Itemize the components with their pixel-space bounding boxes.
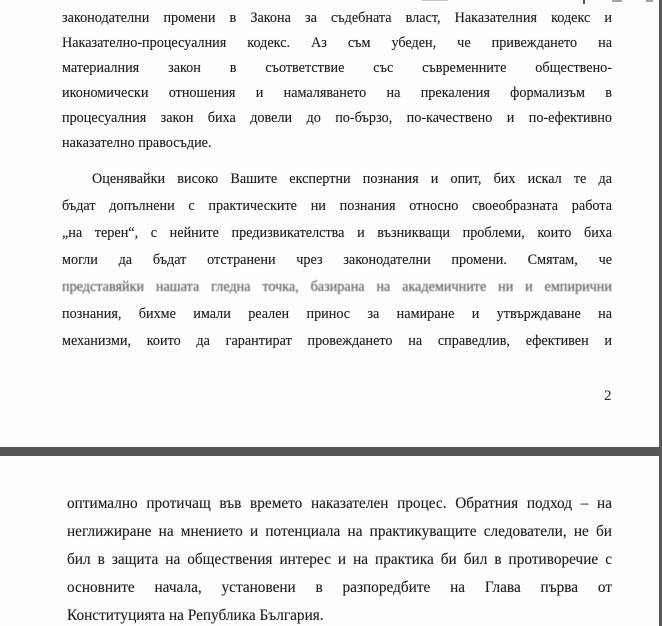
clipped-line-fragment xyxy=(0,0,662,4)
text-line: Конституцията на Република България. xyxy=(67,607,324,624)
page3-paragraph xyxy=(67,490,612,626)
page2-paragraph-2 xyxy=(62,166,612,355)
text-line: „на терен“, с нейните предизвикателства и възникващи проблеми, които биха xyxy=(62,225,612,241)
text-line: основните начала, установени в разпоредбите на Глава първа от xyxy=(67,579,612,596)
text-line: процесуалния закон биха довели до по-бързо, по-качествено и по-ефективно xyxy=(62,110,612,126)
text-line: познания, бихме имали реален принос за намиране и утвърждаване на xyxy=(62,306,612,322)
text-line: могли да бъдат отстранени чрез законодателни промени. Смятам, че xyxy=(62,252,612,268)
text-line: икономически отношения и намаляването на прекаления формализъм в xyxy=(62,85,612,101)
text-line: оптимално протичащ във времето наказателен процес. Обратния подход – на xyxy=(67,495,612,512)
text-line: механизми, които да гарантират провеждането на справедлив, ефективен и xyxy=(62,333,612,349)
text-line: Оценявайки високо Вашите експертни познания и опит, бих искал те да xyxy=(92,171,612,187)
text-line: неглижиране на мнението и потенциала на практикуващите следователи, не би xyxy=(67,523,612,540)
text-line: представяйки нашата гледна точка, базирана на академичните ни и емпирични xyxy=(62,279,612,295)
text-line: наказателно правосъдие. xyxy=(62,135,212,151)
text-line: материалния закон в съответствие със съвременните обществено- xyxy=(62,60,612,76)
text-line: Наказателно-процесуалния кодекс. Аз съм убеден, че привеждането на xyxy=(62,35,612,51)
text-line: бил в защита на обществения интерес и на практика би бил в противоречие с xyxy=(67,551,612,568)
text-line: бъдат допълнени с практическите ни познания относно своеобразната работа xyxy=(62,198,612,214)
page-separator-bar xyxy=(0,447,662,456)
text-line: законодателни промени в Закона за съдебната власт, Наказателния кодекс и xyxy=(62,10,612,26)
page-number: 2 xyxy=(604,388,612,404)
page2-paragraph-1 xyxy=(62,6,612,156)
